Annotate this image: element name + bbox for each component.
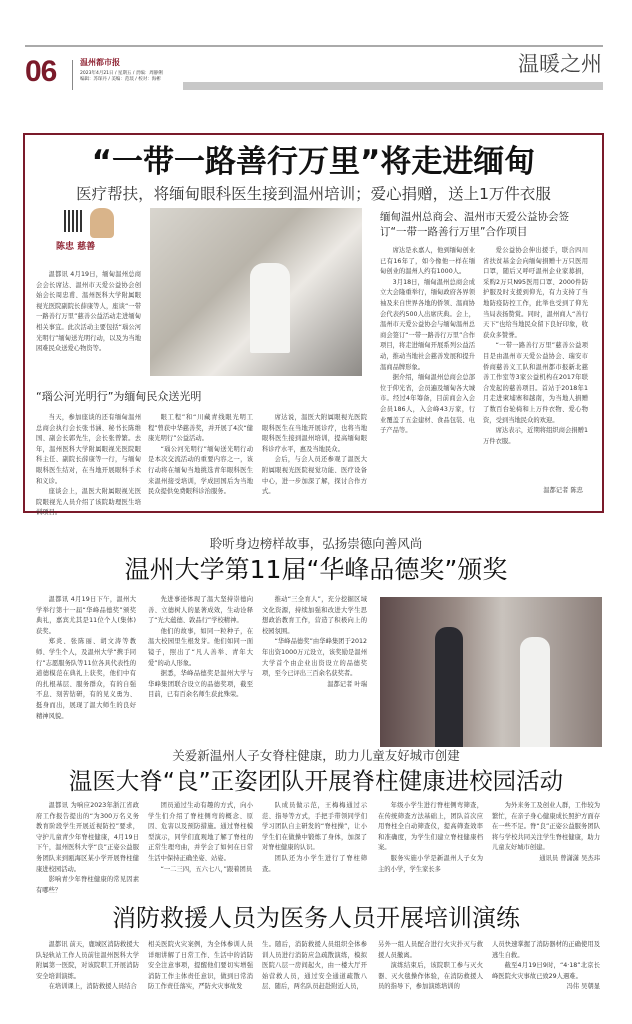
- article3-col1: 温都讯 为响应2023年浙江省政府工作报告提出的“为300万名义务教育阶段学生开展近视防控”要求，守护儿童青少年脊柱健康，4月19日下午，温州医科大学“良”正姿公益服务团队来到瓯海区某小学开展脊柱健康进校园活动。 影响青少年脊柱健康的常见因素有哪些？: [36, 802, 139, 894]
- header-divider: [72, 60, 73, 90]
- article4-col4: 另外一组人员配合进行火灾扑灭与救援人员撤离。 演练结束后，该院职工参与灭火器、灭火毯操作体验，在消防救援人员的指导下，参加演练培训的: [378, 941, 483, 991]
- article1-title: “一带一路善行万里”将走进缅甸: [91, 144, 536, 180]
- article1-side-col2: 爱公益协会伸出援手，联合四川省扶贫基金会向缅甸捐赠十万只医用口罩，随后又呼吁温州企业家募捐，采购2万只N95医用口罩、2000件防护服及时支援到仰光，有力支持了当地防疫防控工作，此举也受到了仰光当局表扬赞赏。同时，温州商人“善行天下”也给当地民众留下良好印象，收获众多赞誉。 “一带一路善行万里”慈善公益项目是由温州市天爱公益协会、瑞安市侨商慈善义工队和温州都市报新北慈善工作室等3家公益机构在2017年联合发起的慈善项目。首站于2018年1月走进柬埔寨和越南，为当地人捐赠了数百台轮椅和上万件衣物、爱心物资，受到当地民众的欢迎。 席达表示，近期将组织商会捐赠1万件衣服。: [483, 247, 588, 445]
- article1-sub-col3: 席达说，温医大附属眼视光医院眼科医生在当地开展诊疗，也将当地眼科医生接到温州培训，提高缅甸眼科诊疗水平，惠及当地民众。 会后，与会人员还参观了温医大附属眼视光医院视觉功能、医疗设备中心，进一步加深了解，探讨合作方式。: [262, 414, 367, 496]
- article2-title: 温州大学第11届“华峰品德奖”颁奖: [124, 555, 508, 584]
- columnist-label: 陈忠 慈善: [56, 242, 96, 252]
- paper-name: 温州都市报: [80, 58, 120, 67]
- article1-sub-col1: 当天，参加座谈的还有缅甸温州总商会执行会长张书涵、秘书长陈维国、副会长郭先生，会长张曾繁。去年，温州医科大学附属眼视光医院眼科主任、副院长薛康等一行，与缅甸眼科医生结对，在当地开展眼科手术和义诊。 座谈会上，温医大附属眼视光医院眼视光人员介绍了该院助理医生培训项目。: [36, 414, 141, 517]
- article4-col1: 温都讯 前天，鹿城区消防救援大队轻轨站工作人员前往温州医科大学附属第一医院，对该院职工开展消防安全培训演练。 在培训课上，消防救援人员结合: [36, 941, 139, 991]
- article4-col3: 生。随后，消防救援人员组织全体参训人员进行消防应急疏散演练，模拟医院八层一房间起火，由一楼大厅开始营救人员，通过安全通道疏散八层、随后，两名队员赶赴附近人员，: [262, 941, 367, 991]
- meta-line-2: 编辑：苏琛丹 / 美编：范琰 / 校对：海彬: [80, 77, 161, 82]
- article1-lead: 温都讯 4月19日，缅甸温州总商会会长席达、温州市天爱公益协会创始会长周忠甫、温州医科大学附属眼视光医院副院长薛康等人，座谈“一带一路善行万里”慈善公益活动走进缅甸相关事宜。此次活动主要包括“瑙公河光明行”缅甸送光明行动，以及为当地困难民众送爱心物资等。: [36, 271, 141, 353]
- article4-col2: 相关医院火灾案例，为全体参训人员详细讲解了日常工作、生活中的消防安全注意事项，提醒他们要切实增强消防工作主体责任意识，做到日常消防工作责任落实，严防火灾事故发: [148, 941, 253, 991]
- article3-col4: 年级小学生进行脊柱侧弯筛查，在传统筛查方法基础上，团队首次应用脊柱全自动筛查仪，提高筛查效率和准确度，为学生们建立脊柱健康档案。 服务实施小学是新温州人子女为主的小学，学生家长多: [378, 802, 483, 873]
- article1-byline: 温都记者 陈忠: [543, 487, 583, 494]
- article1-side-col1: 席达是永嘉人，他到缅甸创业已有16年了，如今像他一样在缅甸创业的温州人约有1000人。 3月18日，缅甸温州总商会成立大会隆重举行，缅甸政府各界领袖及来自世界各地的侨领、温商协会代表约500人出席庆典。会上，温州市天爱公益协会与缅甸温州总商会签订“一带一路善行万里”合作项目，将走进缅甸开展系列公益活动，推动当地社会慈善发展和提升温商品牌形象。 据介绍，缅甸温州总商会总部位于仰光省，会员遍及缅甸各大城市。经过4年筹备，目前商会入会会员186人，入会峰43万家，行业覆盖了五金建材、食品包装、电子产品等。: [380, 247, 475, 435]
- article1-subheading: “瑙公河光明行”为缅甸民众送光明: [36, 390, 202, 403]
- header-bar: [183, 82, 603, 90]
- article3-kicker: 关爱新温州人子女脊柱健康，助力儿童友好城市创建: [172, 748, 460, 763]
- article2-col3: 推动“三全育人”，充分挖掘区域文化资源，持续加强和改进大学生思想政治教育工作，营造了积极向上的校园氛围。 “华峰品德奖”由华峰集团于2012年出资1000万元设立，该奖励是温州大学首个由企业出资设立的品德奖项，至今已评出三百余名获奖者。 温都记者 叶瑞: [262, 596, 367, 688]
- article2-col2: 先进事迹体现了温大坚持崇德向善、立德树人的显著成效，生动诠释了“光大蕴德、敦品行”学校精神。 他们的故事，如同一粒种子，在温大校园里生根发芽。他们如同一面镜子，照出了“凡人善举、青年大爱”的动人形象。 据悉，华峰品德奖是温州大学与华峰集团联合设立的品德奖项，截至目前，已有百余名师生获此殊荣。: [148, 596, 253, 699]
- article3-col3: 队成员做示范，王梅梅通过示范、指导等方式，手把手带领同学们学习团队自主研发的“脊柱操”，让小学生们在做操中锻炼了身体，加深了对脊柱健康的认识。 团队还为小学生进行了脊柱筛查。: [262, 802, 367, 873]
- article1-subtitle: 医疗帮扶，将缅甸眼科医生接到温州培训；爱心捐赠，送上1万件衣服: [76, 185, 551, 203]
- article4-col5: 人员快速掌握了消防器材的正确使用及逃生自救。 截至4月19日9时，“4·18”北京长峰医院火灾事故已致29人遇难。 冯伟 吴朝显: [492, 941, 600, 991]
- columnist-avatar: [90, 208, 114, 238]
- columnist-badge: [56, 208, 120, 258]
- article4-title: 消防救援人员为医务人员开展培训演练: [112, 904, 520, 932]
- article2-kicker: 聆听身边榜样故事，弘扬崇德向善风尚: [209, 536, 423, 551]
- article3-col5: 为外来务工及创业人群，工作较为繁忙，在亲子身心健康成长照护方面存在一些不足。脊“良”正姿公益服务团队将与学校共同关注学生脊柱健康，助力儿童友好城市创建。 通讯员 曾潇潇 吴杰玮: [492, 802, 600, 862]
- doctor-figure: [250, 263, 290, 353]
- article3-col2: 团员通过生动有趣的方式，向小学生们介绍了脊柱侧弯的概念、原因、危害以及预防措施。通过脊柱模型演示，同学们直观地了解了脊柱的正常生理弯曲，并学会了如何在日常生活中保持正确坐姿、站姿。 “一二三四，五六七八，”跟着团员: [148, 802, 253, 873]
- qr-code-icon: [64, 210, 84, 232]
- meta-line-1: 2023年4月21日 / 星期五 / 责编：周静俐: [80, 71, 163, 76]
- edition-meta: [80, 71, 163, 83]
- award-ceremony-photo: [380, 597, 602, 747]
- header-rule: [25, 45, 603, 47]
- article3-title: 温医大脊“良”正姿团队开展脊柱健康进校园活动: [68, 767, 564, 795]
- article1-sub-col2: 眼工程”和“川藏青线眼光明工程”曾获中华慈善奖，并开展了4次“健康光明行”公益活动。 “瑙公河光明行”缅甸送光明行动是本次交流活动的重要内容之一，该行动将在缅甸当地挑选青年眼科医生来温州接受培训，学成回国后为当地民众提供免费眼科诊治服务。: [148, 414, 253, 496]
- article1-side-heading: 缅甸温州总商会、温州市天爱公益协会签订“一带一路善行万里”合作项目: [380, 211, 569, 238]
- awardee-figure: [520, 637, 550, 747]
- page-number: 06: [25, 55, 57, 88]
- section-title: 温暖之州: [518, 52, 602, 76]
- eye-clinic-photo: [150, 208, 362, 376]
- presenter-figure: [435, 627, 463, 747]
- article2-col1: 温都讯 4月19日下午，温州大学举行第十一届“华峰品德奖”颁奖典礼，嘉宾尤其是11位个人(集体)获奖。 郑炎、张陈丽、胡文涛等教师、学生个人，及温州大学“携手同行”志愿服务队等11位各具代表性的道德模范在典礼上获奖，他们中有的扎根基层、服务群众，有的自强不息、刻苦钻研，有的见义勇为、挺身而出，展现了温大师生的良好精神风貌。: [36, 596, 136, 720]
